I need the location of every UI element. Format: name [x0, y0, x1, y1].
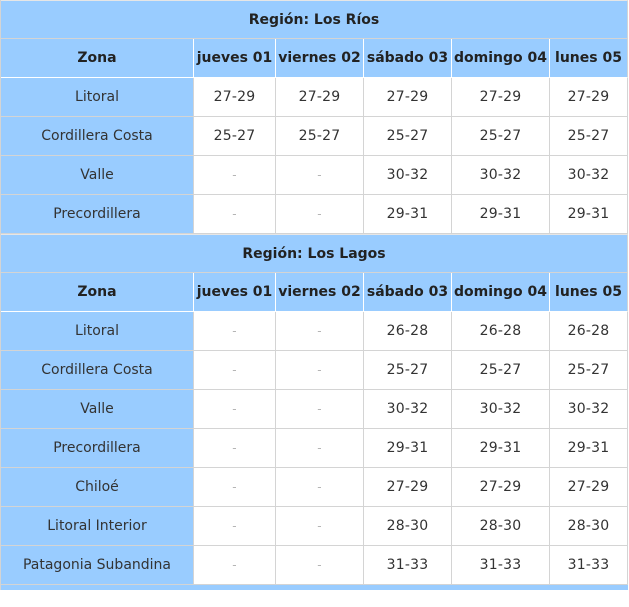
zona-cell: Valle — [1, 156, 194, 195]
value-cell: - — [276, 156, 364, 195]
table-body — [1, 0, 628, 590]
column-header-day: jueves 01 — [194, 273, 276, 312]
zona-cell: Patagonia Subandina — [1, 546, 194, 585]
value-cell: 25-27 — [550, 351, 628, 390]
table-row — [1, 468, 628, 507]
value-cell: - — [276, 195, 364, 234]
zona-cell: Precordillera — [1, 429, 194, 468]
value-cell: 25-27 — [452, 117, 550, 156]
value-cell: 29-31 — [550, 429, 628, 468]
region-title-row — [1, 0, 628, 39]
column-header-row — [1, 273, 628, 312]
column-header-day: viernes 02 — [276, 39, 364, 78]
zona-cell: Chiloé — [1, 468, 194, 507]
value-cell: 29-31 — [364, 429, 452, 468]
value-cell: 27-29 — [364, 78, 452, 117]
column-header-day: lunes 05 — [550, 39, 628, 78]
table-row — [1, 117, 628, 156]
value-cell: - — [194, 429, 276, 468]
value-cell: - — [276, 351, 364, 390]
value-cell: 30-32 — [452, 390, 550, 429]
value-cell: - — [276, 546, 364, 585]
value-cell: - — [276, 429, 364, 468]
table-row — [1, 429, 628, 468]
zona-cell: Litoral Interior — [1, 507, 194, 546]
value-cell: 27-29 — [276, 78, 364, 117]
zona-cell: Litoral — [1, 78, 194, 117]
column-header-day: sábado 03 — [364, 273, 452, 312]
value-cell: 28-30 — [452, 507, 550, 546]
table-row — [1, 546, 628, 585]
value-cell: 25-27 — [452, 351, 550, 390]
column-header-day: lunes 05 — [550, 273, 628, 312]
value-cell: 30-32 — [550, 156, 628, 195]
value-cell: 29-31 — [452, 429, 550, 468]
value-cell: - — [194, 312, 276, 351]
zona-cell: Cordillera Costa — [1, 117, 194, 156]
value-cell: 27-29 — [364, 468, 452, 507]
value-cell: 30-32 — [364, 390, 452, 429]
value-cell: 27-29 — [550, 468, 628, 507]
value-cell: 25-27 — [276, 117, 364, 156]
region-title-row — [1, 234, 628, 273]
column-header-zona: Zona — [1, 273, 194, 312]
column-header-row — [1, 39, 628, 78]
value-cell: 25-27 — [364, 117, 452, 156]
value-cell: 27-29 — [452, 468, 550, 507]
value-cell: 27-29 — [550, 78, 628, 117]
value-cell: 31-33 — [452, 546, 550, 585]
value-cell: - — [276, 390, 364, 429]
value-cell: 31-33 — [550, 546, 628, 585]
value-cell: - — [276, 507, 364, 546]
value-cell: 28-30 — [364, 507, 452, 546]
table-row — [1, 156, 628, 195]
value-cell: - — [194, 468, 276, 507]
zona-cell: Litoral — [1, 312, 194, 351]
table-row — [1, 312, 628, 351]
value-cell: - — [194, 507, 276, 546]
table-footer-strip — [1, 585, 628, 590]
value-cell: 25-27 — [194, 117, 276, 156]
value-cell: 31-33 — [364, 546, 452, 585]
value-cell: 27-29 — [452, 78, 550, 117]
value-cell: - — [194, 156, 276, 195]
value-cell: - — [194, 390, 276, 429]
value-cell: 30-32 — [550, 390, 628, 429]
table-row — [1, 507, 628, 546]
value-cell: 26-28 — [452, 312, 550, 351]
zona-cell: Valle — [1, 390, 194, 429]
value-cell: 25-27 — [550, 117, 628, 156]
table-row — [1, 351, 628, 390]
value-cell: - — [194, 546, 276, 585]
value-cell: - — [194, 195, 276, 234]
table-row — [1, 78, 628, 117]
column-header-zona: Zona — [1, 39, 194, 78]
column-header-day: sábado 03 — [364, 39, 452, 78]
value-cell: 29-31 — [550, 195, 628, 234]
table-row — [1, 390, 628, 429]
value-cell: 30-32 — [364, 156, 452, 195]
footer-strip-cell — [1, 585, 628, 590]
value-cell: 29-31 — [452, 195, 550, 234]
zona-cell: Precordillera — [1, 195, 194, 234]
table-row — [1, 195, 628, 234]
column-header-day: domingo 04 — [452, 273, 550, 312]
region-title: Región: Los Lagos — [1, 234, 628, 273]
value-cell: 26-28 — [550, 312, 628, 351]
value-cell: 30-32 — [452, 156, 550, 195]
column-header-day: jueves 01 — [194, 39, 276, 78]
region-title: Región: Los Ríos — [1, 0, 628, 39]
value-cell: 26-28 — [364, 312, 452, 351]
zona-cell: Cordillera Costa — [1, 351, 194, 390]
value-cell: - — [194, 351, 276, 390]
value-cell: 27-29 — [194, 78, 276, 117]
value-cell: 29-31 — [364, 195, 452, 234]
value-cell: - — [276, 312, 364, 351]
value-cell: - — [276, 468, 364, 507]
column-header-day: viernes 02 — [276, 273, 364, 312]
value-cell: 28-30 — [550, 507, 628, 546]
value-cell: 25-27 — [364, 351, 452, 390]
column-header-day: domingo 04 — [452, 39, 550, 78]
